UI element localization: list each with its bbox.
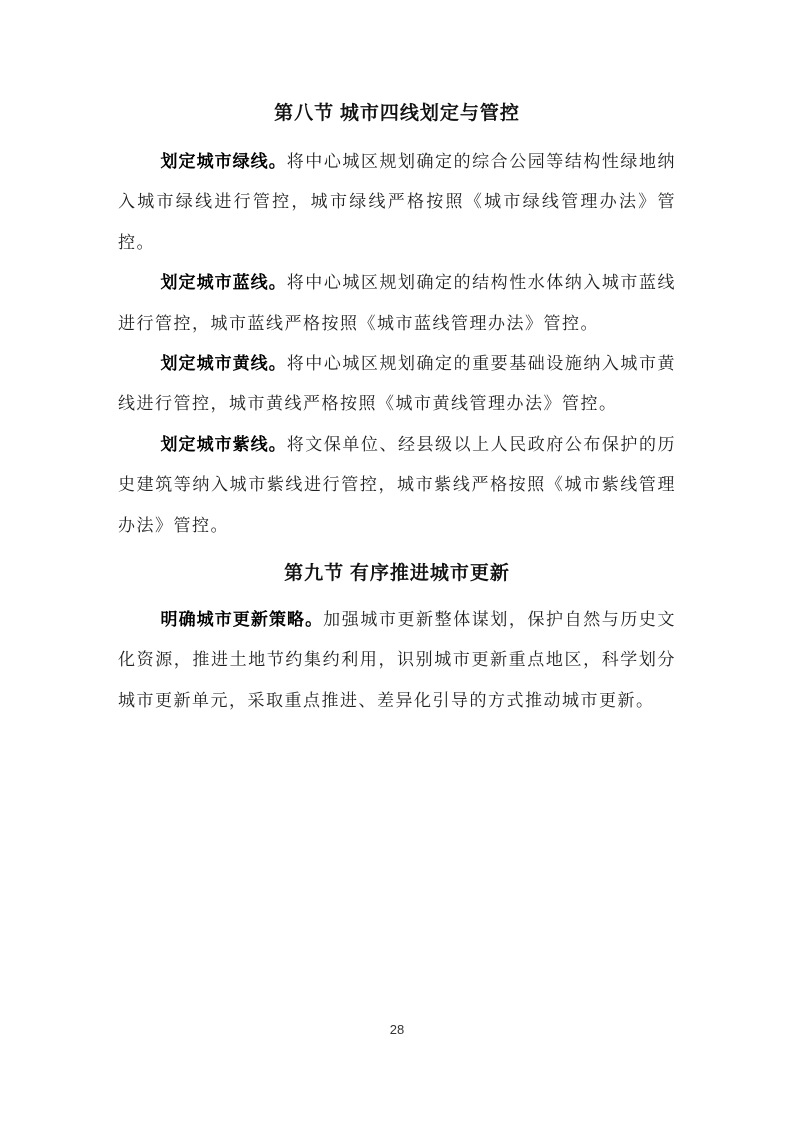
- paragraph-body: 将中心城区规划确定的结构性水体纳入城市蓝线进行管控，城市蓝线严格按照《城市蓝线管理办法》管控。: [118, 273, 677, 333]
- paragraph-lead: 明确城市更新策略。: [160, 610, 324, 630]
- paragraph-blue-line: [118, 263, 676, 344]
- paragraph-lead: 划定城市紫线。: [160, 434, 287, 454]
- paragraph-purple-line: [118, 425, 676, 546]
- paragraph-body: 将文保单位、经县级以上人民政府公布保护的历史建筑等纳入城市紫线进行管控，城市紫线严格按照《城市紫线管理办法》管控。: [118, 434, 677, 535]
- section-heading-9: 第九节 有序推进城市更新: [284, 563, 510, 585]
- paragraph-body: 加强城市更新整体谋划，保护自然与历史文化资源，推进土地节约集约利用，识别城市更新重点地区，科学划分城市更新单元，采取重点推进、差异化引导的方式推动城市更新。: [118, 610, 677, 710]
- paragraph-urban-renewal: [118, 600, 676, 721]
- paragraph-lead: 划定城市黄线。: [160, 354, 287, 374]
- paragraph-body: 将中心城区规划确定的重要基础设施纳入城市黄线进行管控，城市黄线严格按照《城市黄线管理办法》管控。: [118, 354, 677, 414]
- paragraph-green-line: [118, 142, 676, 263]
- paragraph-lead: 划定城市蓝线。: [160, 273, 287, 293]
- paragraph-lead: 划定城市绿线。: [160, 152, 287, 171]
- section-heading-8: 第八节 城市四线划定与管控: [274, 103, 520, 124]
- page-number: 28: [389, 1022, 405, 1037]
- paragraph-body: 将中心城区规划确定的综合公园等结构性绿地纳入城市绿线进行管控，城市绿线严格按照《城市绿线管理办法》管控。: [118, 152, 677, 252]
- paragraph-yellow-line: [118, 344, 676, 425]
